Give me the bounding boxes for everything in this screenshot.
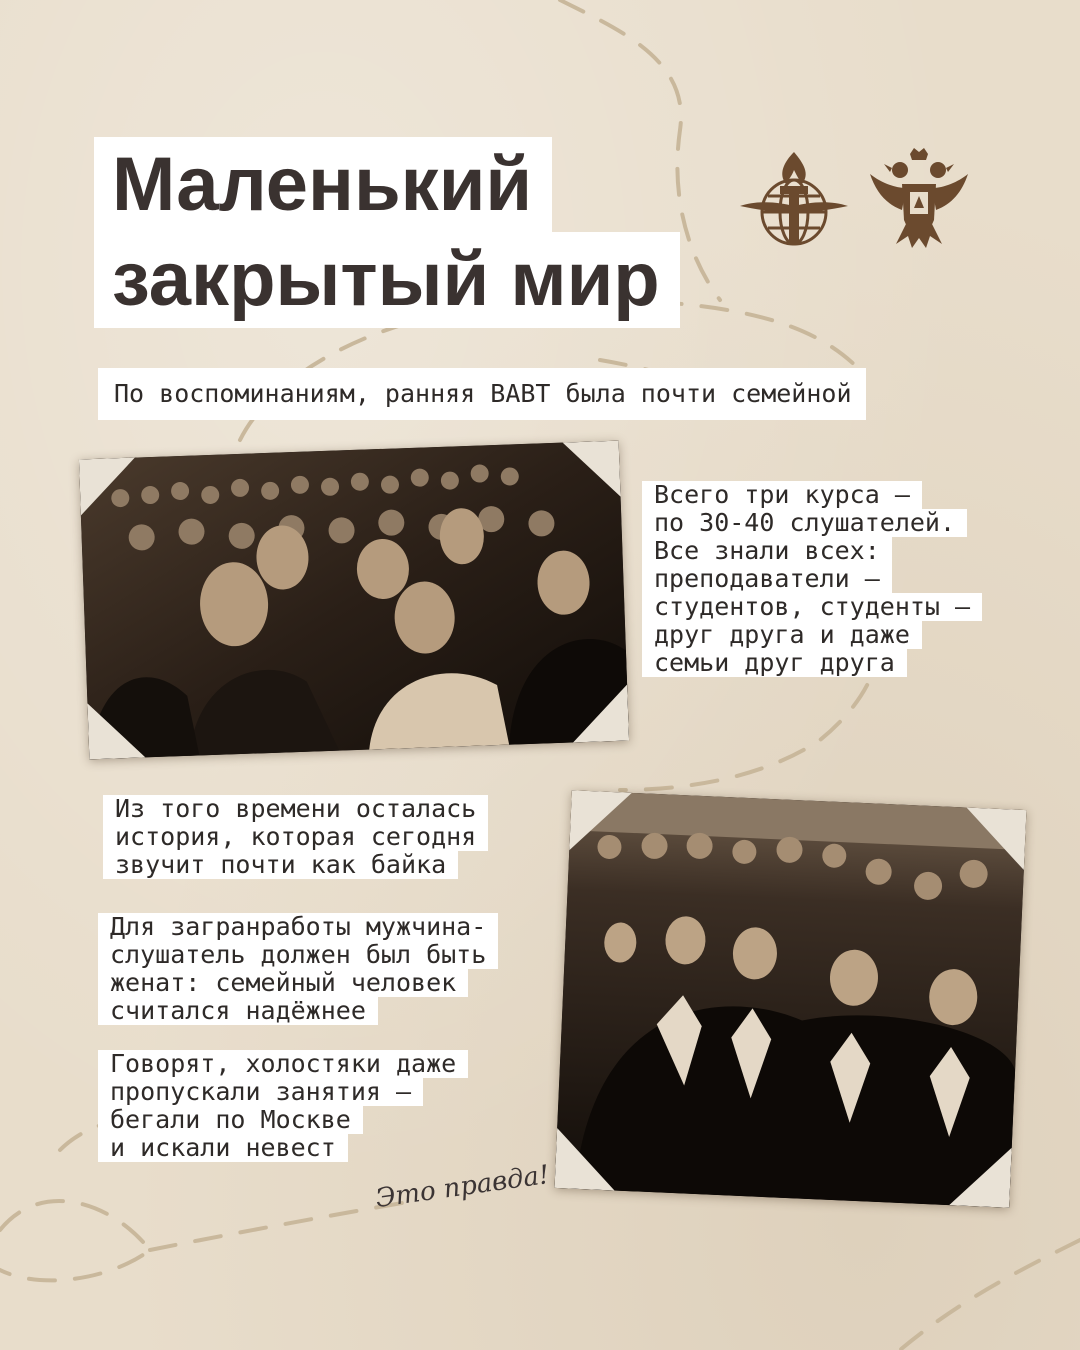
photo-corner	[79, 458, 137, 516]
photo-corner	[569, 790, 632, 853]
text-line: женат: семейный человек	[98, 969, 468, 997]
text-line: Из того времени осталась	[103, 795, 488, 823]
sepia-audience-photo	[79, 441, 629, 760]
text-line: преподаватели —	[642, 565, 892, 593]
text-line: и искали невест	[98, 1134, 348, 1162]
text-line: Для загранработы мужчина-	[98, 913, 498, 941]
double-headed-eagle-emblem-icon	[866, 148, 972, 250]
text-line: считался надёжнее	[98, 997, 378, 1025]
text-line: Говорят, холостяки даже	[98, 1050, 468, 1078]
photo-corner	[571, 685, 629, 743]
handwritten-note: Это правда!	[373, 1159, 552, 1215]
sepia-group-photo	[555, 790, 1027, 1207]
text-line: Все знали всех:	[642, 537, 892, 565]
photo-corner	[949, 1145, 1012, 1208]
photo-corner	[87, 701, 145, 759]
photo-corner	[555, 1128, 618, 1191]
photo-corner	[563, 441, 621, 499]
text-line: звучит почти как байка	[103, 851, 458, 879]
text-line: семьи друг друга	[642, 649, 907, 677]
text-line: слушатель должен был быть	[98, 941, 498, 969]
text-line: история, которая сегодня	[103, 823, 488, 851]
text-line: студентов, студенты —	[642, 593, 982, 621]
torch-globe-emblem-icon	[738, 150, 850, 250]
text-line: бегали по Москве	[98, 1106, 363, 1134]
subtitle: По воспоминаниям, ранняя ВАВТ была почти семейной	[98, 368, 866, 420]
text-line: пропускали занятия —	[98, 1078, 423, 1106]
text-line: Всего три курса —	[642, 481, 922, 509]
text-line: друг друга и даже	[642, 621, 922, 649]
title-line-2: закрытый мир	[94, 232, 680, 328]
photo-corner	[964, 807, 1027, 870]
text-line: по 30-40 слушателей.	[642, 509, 967, 537]
title-line-1: Маленький	[94, 137, 552, 233]
